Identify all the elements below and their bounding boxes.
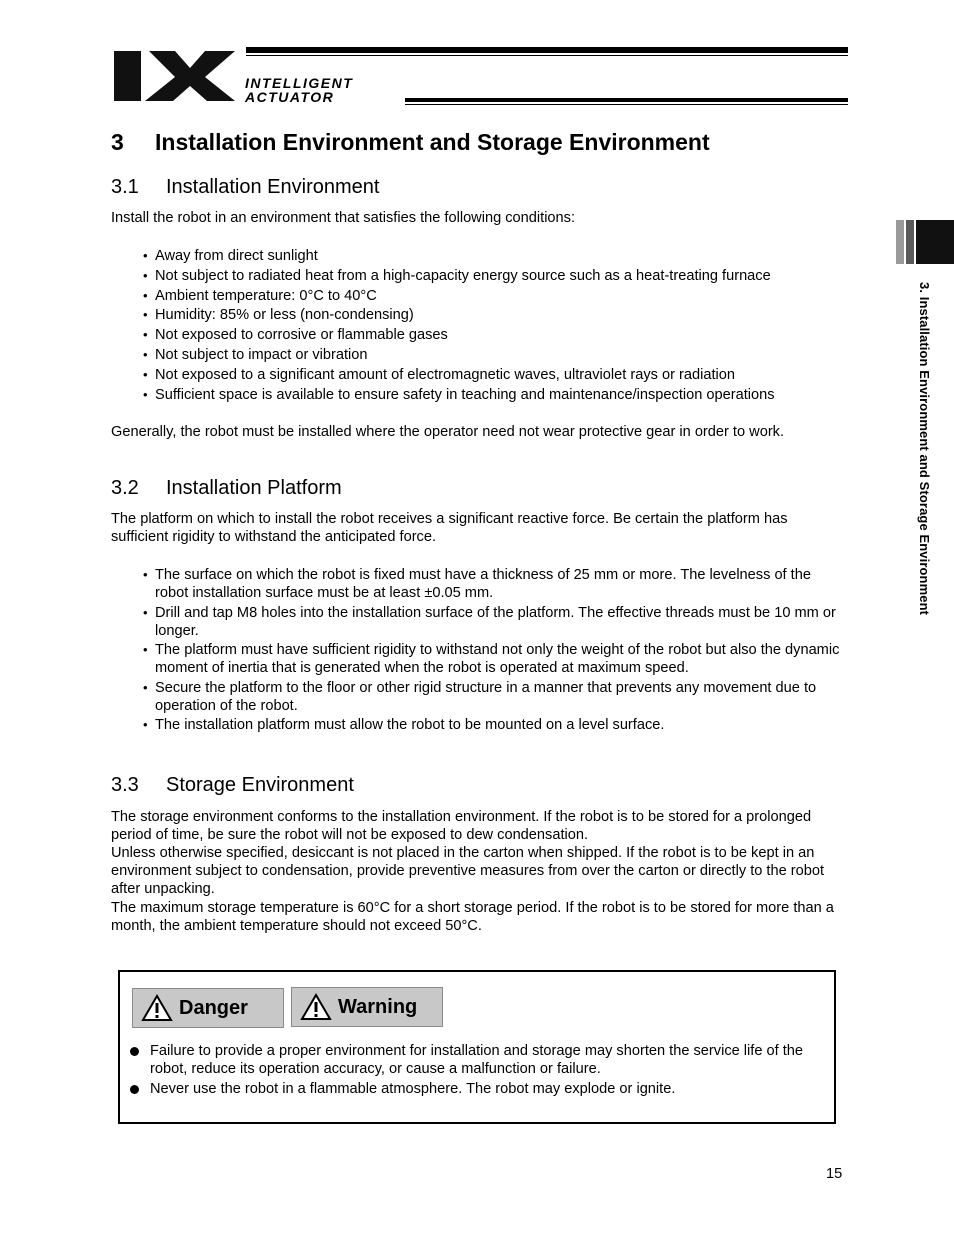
list-item: • Not exposed to a significant amount of electromagnetic waves, ultraviolet rays or radiation: [143, 366, 848, 384]
list-item: • Away from direct sunlight: [143, 247, 848, 265]
section-3-3-paragraph-1: The storage environment conforms to the installation environment. If the robot is to be stored for a prolonged period of time, be sure the robot will not be exposed to dew condensation.: [111, 809, 812, 843]
section-3-3-paragraph-3: The maximum storage temperature is 60°C for a short storage period. If the robot is to be stored for more than a month, the ambient temperature should not exceed 50°C.: [111, 900, 834, 934]
page-number: 15: [826, 1166, 843, 1182]
chapter-side-label: 3. Installation Environment and Storage Environment: [917, 282, 932, 616]
list-item: • The installation platform must allow the robot to be mounted on a level surface.: [143, 716, 848, 734]
logo-wordmark: [245, 76, 353, 104]
list-item: • Sufficient space is available to ensure safety in teaching and maintenance/inspection operations: [143, 386, 848, 404]
warning-triangle-icon: [300, 993, 332, 1021]
section-3-1-conditions-list: [143, 247, 848, 405]
caution-list: [130, 1042, 830, 1100]
danger-warning-box: [118, 970, 836, 1124]
chapter-title: [111, 129, 710, 156]
list-item: • Not exposed to corrosive or flammable gases: [143, 326, 848, 344]
warning-label: Warning: [338, 995, 418, 1018]
section-3-3-paragraph-2: Unless otherwise specified, desiccant is not placed in the carton when shipped. If the robot is to be kept in an environment subject to condensation, provide preventive measures from over the carton or directly to the robot after unpacking.: [111, 845, 825, 897]
list-item: • Drill and tap M8 holes into the installation surface of the platform. The effective threads must be 10 mm or longer.: [143, 604, 848, 640]
warning-triangle-icon: [141, 994, 173, 1022]
section-heading-3-1: 3.1 Installation Environment: [111, 176, 380, 198]
list-item: • Not subject to radiated heat from a high-capacity energy source such as a heat-treating furnace: [143, 267, 848, 285]
chapter-number: 3: [111, 129, 124, 155]
section-3-1-closing: Generally, the robot must be installed where the operator need not wear protective gear in order to work.: [111, 424, 785, 440]
section-heading-3-3: 3.3 Storage Environment: [111, 774, 354, 796]
danger-label: Danger: [179, 996, 248, 1019]
header-rule-top: [246, 47, 848, 53]
logo-line-1: INTELLIGENT: [245, 75, 354, 91]
logo-line-2: ACTUATOR: [245, 89, 335, 105]
header-rule-bottom: [405, 98, 848, 102]
ix-logo-mark: [112, 46, 242, 104]
section-heading-3-2: 3.2 Installation Platform: [111, 477, 342, 499]
danger-badge: [132, 988, 284, 1028]
header-rule-bottom-thin: [405, 104, 848, 105]
list-item: • Ambient temperature: 0°C to 40°C: [143, 287, 848, 305]
list-item: • The surface on which the robot is fixed must have a thickness of 25 mm or more. The levelness of the robot installation surface must be at least ±0.05 mm.: [143, 566, 848, 602]
warning-badge: [291, 987, 443, 1027]
list-item: Failure to provide a proper environment for installation and storage may shorten the service life of the robot, reduce its operation accuracy, or cause a malfunction or failure.: [130, 1042, 830, 1078]
list-item: • The platform must have sufficient rigidity to withstand not only the weight of the robot but also the dynamic moment of inertia that is generated when the robot is operated at maximum speed.: [143, 641, 848, 677]
list-item: • Secure the platform to the floor or other rigid structure in a manner that prevents any movement due to operation of the robot.: [143, 679, 848, 715]
chapter-tab-marker: [896, 220, 954, 264]
section-3-1-intro: Install the robot in an environment that satisfies the following conditions:: [111, 210, 576, 226]
section-3-2-intro: The platform on which to install the robot receives a significant reactive force. Be certain the platform has sufficient rigidity to withstand the anticipated force.: [111, 511, 788, 545]
list-item: • Not subject to impact or vibration: [143, 346, 848, 364]
chapter-title-text: Installation Environment and Storage Environment: [155, 129, 710, 155]
list-item: Never use the robot in a flammable atmosphere. The robot may explode or ignite.: [130, 1080, 830, 1098]
header-rule-top-thin: [246, 55, 848, 56]
list-item: • Humidity: 85% or less (non-condensing): [143, 306, 848, 324]
section-3-2-requirements-list: [143, 566, 848, 736]
